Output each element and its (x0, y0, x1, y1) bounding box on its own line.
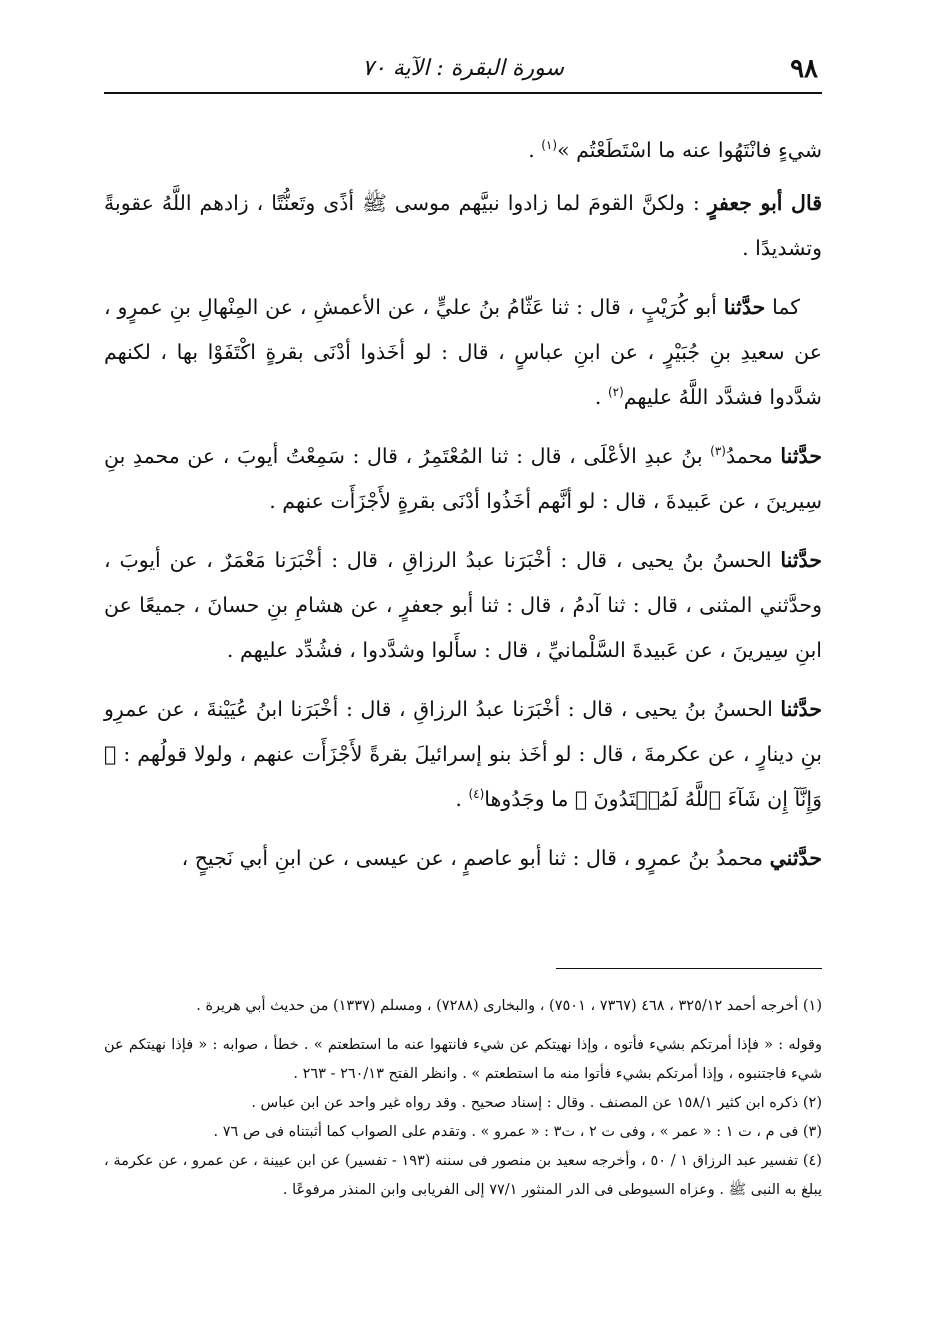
paragraph-lead: حدَّثنا (780, 697, 822, 721)
paragraph-text: : ولكنَّ القومَ لما زادوا نبيَّهم موسى ﷺ أذًى وتَعنُّتًا ، زادهم اللَّهُ عقوبةً وتشديدًا . (104, 191, 822, 260)
paragraph-narration (104, 285, 822, 420)
paragraph-text: شيءٍ فانْتَهُوا عنه ما اسْتَطَعْتُم » (557, 138, 822, 162)
footnote-ref: (١) (541, 138, 558, 153)
footnote-1: (١) أخرجه أحمد ٣٢٥/١٢ ، ٤٦٨ (٧٣٦٧ ، ٧٥٠١) ، والبخارى (٧٢٨٨) ، ومسلم (١٣٣٧) من حديث أبي هريرة . (196, 998, 822, 1014)
paragraph-lead: حدَّثنا (780, 444, 822, 468)
page-number: ٩٨ (790, 54, 818, 84)
paragraph-text: محمدُ (725, 444, 781, 468)
page-header (104, 52, 822, 94)
running-title: سورة البقرة : الآية ٧٠ (362, 56, 564, 81)
footnote-separator (556, 968, 822, 969)
paragraph-text: محمدُ بنُ عمرٍو ، قال : ثنا أبو عاصمٍ ، عن عيسى ، عن ابنِ أبي نَجيحٍ ، (181, 846, 770, 870)
paragraph-text: الحسنُ بنُ يحيى ، قال : أخْبَرَنا عبدُ الرزاقِ ، قال : أخْبَرَنا ابنُ عُيَيْنةَ ، عن عمرِو بنِ دينارٍ ، عن عكرمةَ ، قال : لو أخَذ بنو إسرائيلَ بقرةً لأَجْزَأَت عنهم ، ولولا قولُهم : ﴿ وَإِنَّآ إِن شَآءَ ٱللَّهُ لَمُهۡتَدُونَ ﴾ ما وجَدُوها (104, 697, 822, 811)
paragraph-lead: قال أبو جعفرٍ (707, 191, 823, 215)
footnote-3: (٣) فى م ، ت ١ : « عمر » ، وفى ت ٢ ، ت٣ : « عمرو » . وتقدم على الصواب كما أثبتناه فى ص ٧٦ . (213, 1124, 822, 1140)
paragraph-tail: . (594, 385, 608, 409)
paragraph-lead: حدَّثني (769, 846, 822, 870)
footnote-1-note: وقوله : « فإذا أمرتكم بشيء فأتوه ، وإذا نهيتكم عن شيء فانتهوا عنه ما استطعتم » . خطأ ، صوابه : « فإذا نهيتكم عن شيء فاجتنبوه ، وإذا أمرتكم بشيء فأتوا منه ما استطعتم » . وانظر الفتح ٢٦٠/١٣ - ٢٦٣ . (104, 1037, 822, 1082)
paragraph-text: أبو كُرَيْبٍ ، قال : ثنا عَثّامُ بنُ عليٍّ ، عن الأعمشِ ، عن المِنْهالِ بنِ عمرٍو ، عن سعيدِ بنِ جُبَيْرٍ ، عن ابنِ عباسٍ ، قال : لو أخَذوا أدْنَى بقرةٍ اكْتَفَوْا بها ، لكنهم شدَّدوا فشدَّد اللَّهُ عليهم (104, 295, 822, 409)
footnote-ref: (٣) (710, 444, 726, 459)
footnotes (104, 992, 822, 1205)
paragraph-tail: . (528, 138, 542, 162)
paragraph-commentary (104, 181, 822, 271)
footnote-ref: (٢) (607, 385, 624, 400)
footnote-4: (٤) تفسير عبد الرزاق ١ / ٥٠ ، وأخرجه سعيد بن منصور فى سننه (١٩٣ - تفسير) عن ابن عيينة ، عن عمرو ، عن عكرمة ، يبلغ به النبى ﷺ . وعزاه السيوطى فى الدر المنثور ٧٧/١ إلى الفريابى وابن المنذر مرفوعًا . (104, 1153, 822, 1198)
paragraph-narration (104, 687, 822, 822)
paragraph-narration (104, 836, 822, 881)
paragraph-continuation (104, 128, 822, 173)
paragraph-tail: بنُ عبدِ الأعْلَى ، قال : ثنا المُعْتَمِرُ ، قال : سَمِعْتُ أيوبَ ، عن محمدِ بنِ سِيرينَ ، عن عَبيدةَ ، قال : لو أنَّهم أخَذُوا أدْنَى بقرةٍ لأَجْزَأَت عنهم . (104, 444, 822, 513)
footnote-2: (٢) ذكره ابن كثير ١٥٨/١ عن المصنف . وقال : إسناد صحيح . وقد رواه غير واحد عن ابن عباس . (251, 1095, 822, 1111)
footnote-ref: (٤) (468, 787, 485, 802)
paragraph-lead: حدَّثنا (723, 295, 766, 319)
paragraph-tail: . (455, 787, 469, 811)
paragraph-text: الحسنُ بنُ يحيى ، قال : أخْبَرَنا عبدُ الرزاقِ ، قال : أخْبَرَنا مَعْمَرٌ ، عن أيوبَ ، وحدَّثني المثنى ، قال : ثنا آدمُ ، قال : ثنا أبو جعفرٍ ، عن هشامِ بنِ حسانَ ، جميعًا عن ابنِ سِيرينَ ، عن عَبيدةَ السَّلْمانيِّ ، قال : سأَلوا وشدَّدوا ، فشُدِّد عليهم . (104, 548, 822, 662)
paragraph-pre: كما (765, 295, 800, 319)
paragraph-narration (104, 538, 822, 673)
main-text (104, 128, 822, 895)
paragraph-lead: حدَّثنا (780, 548, 822, 572)
paragraph-narration (104, 434, 822, 524)
